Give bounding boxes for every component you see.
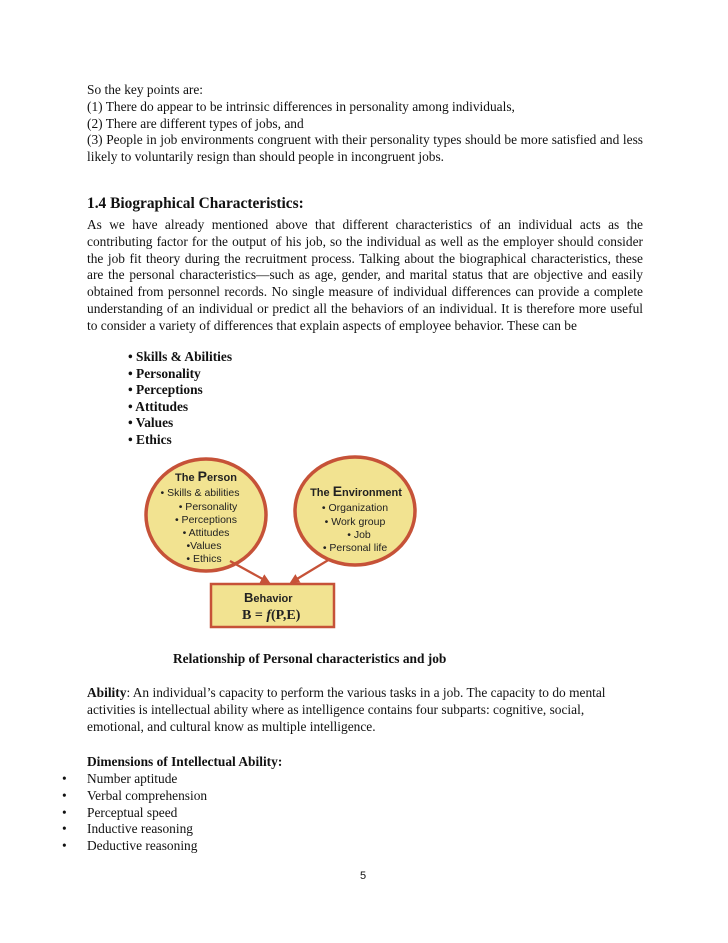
bullet: • <box>62 838 67 854</box>
person-item: • Perceptions <box>174 514 238 526</box>
environment-item: • Work group <box>324 516 386 528</box>
person-item: • Attitudes <box>182 527 230 539</box>
page-number: 5 <box>360 870 367 882</box>
person-item: • Ethics <box>186 553 222 565</box>
ability-term: Ability <box>87 685 127 700</box>
list-item-label: Perceptual speed <box>87 804 178 820</box>
bullet: • <box>62 821 67 837</box>
list-item <box>62 788 207 805</box>
list-item: • Personality <box>128 365 201 381</box>
dimensions-heading: Dimensions of Intellectual Ability: <box>87 754 283 769</box>
list-item: • Perceptions <box>128 382 203 398</box>
key-points-lead: So the key points are: <box>87 82 204 97</box>
section-heading: 1.4 Biographical Characteristics: <box>87 195 304 212</box>
key-points <box>87 82 643 166</box>
person-item: • Personality <box>178 501 238 513</box>
list-item-label: Inductive reasoning <box>87 821 193 837</box>
list-item <box>62 771 207 788</box>
characteristics-list <box>128 349 232 449</box>
section-paragraph: As we have already mentioned above that different characteristics of an individual acts as the contributing factor for the output of his job, so the individual as well as the employer should consider the job fit theory during the recruitment process. Talking about the biographical characteristics, these are the personal characteristics—such as age, gender, and marital status that are objective and easily obtained from personnel records. No single measure of individual differences can provide a complete understanding of an individual or predict all the behaviors of an individual. It is therefore more useful to consider a variety of differences that explain aspects of employee behavior. These can be <box>87 217 643 333</box>
dimensions-list <box>62 771 207 855</box>
diagram-caption: Relationship of Personal characteristics and job <box>173 651 447 666</box>
person-item: •Values <box>186 540 222 552</box>
environment-title: The Environment <box>310 483 402 499</box>
bullet: • <box>62 804 67 820</box>
list-item-label: Number aptitude <box>87 771 178 786</box>
person-title: The Person <box>175 468 237 484</box>
key-point-3: (3) People in job environments congruent with their personality types should be more satisfied and less likely to voluntarily resign than should people in incongruent jobs. <box>87 132 643 165</box>
behavior-formula: B = f(P,E) <box>242 608 301 623</box>
bullet: • <box>62 787 67 803</box>
ability-paragraph <box>87 685 643 735</box>
list-item <box>62 838 207 855</box>
person-item: • Skills & abilities <box>160 487 240 499</box>
behavior-title: Behavior <box>244 590 293 605</box>
list-item-label: Verbal comprehension <box>87 787 208 803</box>
person-arrow <box>230 561 268 582</box>
bullet: • <box>62 771 67 786</box>
list-item <box>62 821 207 838</box>
environment-item: • Job <box>347 529 371 541</box>
environment-item: • Personal life <box>322 542 388 554</box>
list-item <box>62 805 207 822</box>
key-point-2: (2) There are different types of jobs, and <box>87 115 304 131</box>
list-item: • Skills & Abilities <box>128 349 233 364</box>
list-item: • Ethics <box>128 431 172 447</box>
ability-definition: : An individual’s capacity to perform the various tasks in a job. The capacity to do mental activities is intellectual ability where as intelligence contains four subparts: cognitive, social, emotional, and cultural know as multiple intelligence. <box>87 685 606 734</box>
person-environment-diagram <box>140 455 450 635</box>
list-item: • Values <box>128 415 174 431</box>
environment-arrow <box>292 559 330 582</box>
list-item-label: Deductive reasoning <box>87 838 198 854</box>
key-point-1: (1) There do appear to be intrinsic differences in personality among individuals, <box>87 98 515 114</box>
list-item: • Attitudes <box>128 398 189 414</box>
environment-item: • Organization <box>321 502 389 514</box>
